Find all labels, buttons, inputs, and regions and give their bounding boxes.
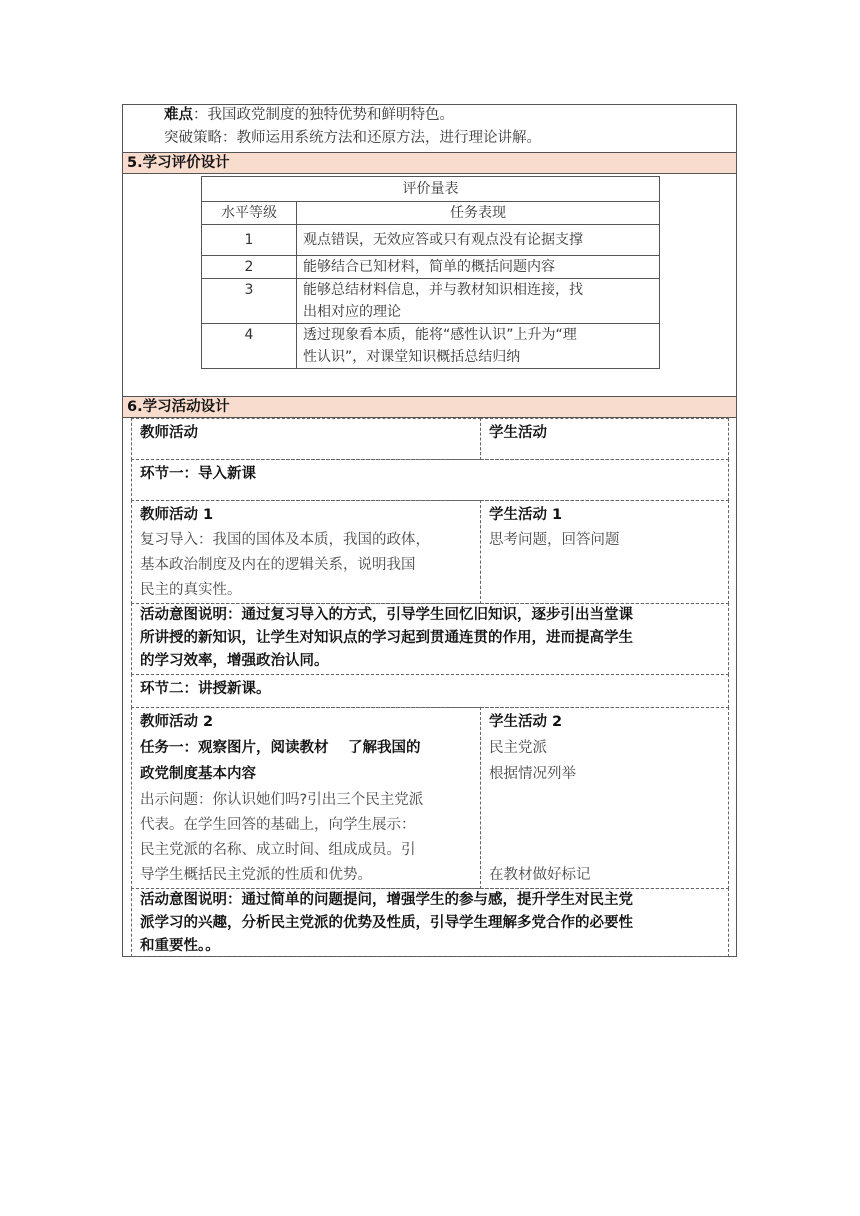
intent-1-cell [131,603,729,675]
teacher-activity-2-title: 教师活动 2 [140,714,214,730]
teacher-activity-1-line: 复习导入：我国的国体及本质，我国的政体， [140,532,430,548]
student-activity-2-cell [480,707,729,889]
strategy-line: 突破策略：教师运用系统方法和还原方法，进行理论讲解。 [164,130,541,146]
performance-line: 出相对应的理论 [303,304,401,320]
teacher-activity-header: 教师活动 [140,425,198,441]
stage-2-row [131,674,729,708]
performance-line: 透过现象看本质，能将“感性认识”上升为“理 [303,327,577,343]
intent-1-line: 活动意图说明：通过复习导入的方式，引导学生回忆旧知识，逐步引出当堂课 [140,607,633,623]
teacher-activity-2-line: 导学生概括民主党派的性质和优势。 [140,867,372,883]
level-cell: 2 [202,256,297,279]
table-row [202,324,660,369]
performance-cell [297,324,660,369]
student-activity-2-title: 学生活动 2 [489,714,563,730]
performance-line: 性认识”，对课堂知识概括总结归纳 [303,349,521,365]
performance-line: 能够总结材料信息，并与教材知识相连接，找 [303,282,583,298]
student-activity-2-last-line: 在教材做好标记 [489,867,591,883]
table-row [202,279,660,324]
stage-1-title: 环节一：导入新课 [140,466,256,482]
performance-cell: 能够结合已知材料，简单的概括问题内容 [297,256,660,279]
teacher-activity-2-line: 代表。在学生回答的基础上，向学生展示： [140,817,416,833]
teacher-activity-1-line: 基本政治制度及内在的逻辑关系，说明我国 [140,557,416,573]
header-performance: 任务表现 [297,202,660,225]
teacher-activity-2-task-line: 政党制度基本内容 [140,766,256,782]
teacher-activity-2-line: 出示问题：你认识她们吗?引出三个民主党派 [140,792,424,808]
student-activity-2-line: 民主党派 [489,740,547,756]
performance-cell [297,279,660,324]
teacher-activity-2-task-line: 任务一：观察图片，阅读教材 了解我国的 [140,740,421,756]
performance-cell: 观点错误，无效应答或只有观点没有论据支撑 [297,225,660,256]
evaluation-caption-row [202,177,660,202]
activity-table [131,418,729,959]
student-activity-1-title: 学生活动 1 [489,507,563,523]
teacher-activity-1-cell [131,500,481,604]
section-6-heading: 6.学习活动设计 [123,396,736,418]
level-cell: 4 [202,324,297,369]
intent-2-line: 和重要性。。 [140,938,220,954]
intent-2-line: 派学习的兴趣，分析民主党派的优势及性质，引导学生理解多党合作的必要性 [140,915,633,931]
evaluation-table [201,176,660,369]
teacher-activity-2-line: 民主党派的名称、成立时间、组成成员。引 [140,842,416,858]
level-cell: 1 [202,225,297,256]
student-activity-header-cell [480,418,729,460]
intent-1-line: 所讲授的新知识，让学生对知识点的学习起到贯通连贯的作用，进而提高学生 [140,630,633,646]
difficulty-text: ：我国政党制度的独特优势和鲜明特色。 [193,107,454,123]
level-cell: 3 [202,279,297,324]
intent-2-cell [131,888,729,957]
teacher-activity-1-line: 民主的真实性。 [140,582,242,598]
student-activity-1-line: 思考问题，回答问题 [489,532,620,548]
student-activity-header: 学生活动 [489,425,547,441]
intent-1-line: 的学习效率，增强政治认同。 [140,653,329,669]
evaluation-caption: 评价量表 [202,177,660,202]
difficulty-label: 难点 [164,107,193,123]
stage-1-row [131,459,729,501]
teacher-activity-1-title: 教师活动 1 [140,507,214,523]
table-row [202,256,660,279]
teacher-activity-2-cell [131,707,481,889]
student-activity-2-line: 根据情况列举 [489,766,576,782]
table-row [202,225,660,256]
difficulty-line [164,105,454,125]
section-5-heading: 5.学习评价设计 [123,152,736,174]
teacher-activity-header-cell [131,418,481,460]
header-level: 水平等级 [202,202,297,225]
stage-2-title: 环节二：讲授新课。 [140,681,271,697]
intent-2-line: 活动意图说明：通过简单的问题提问，增强学生的参与感，提升学生对民主党 [140,892,633,908]
evaluation-header-row [202,202,660,225]
student-activity-1-cell [480,500,729,604]
